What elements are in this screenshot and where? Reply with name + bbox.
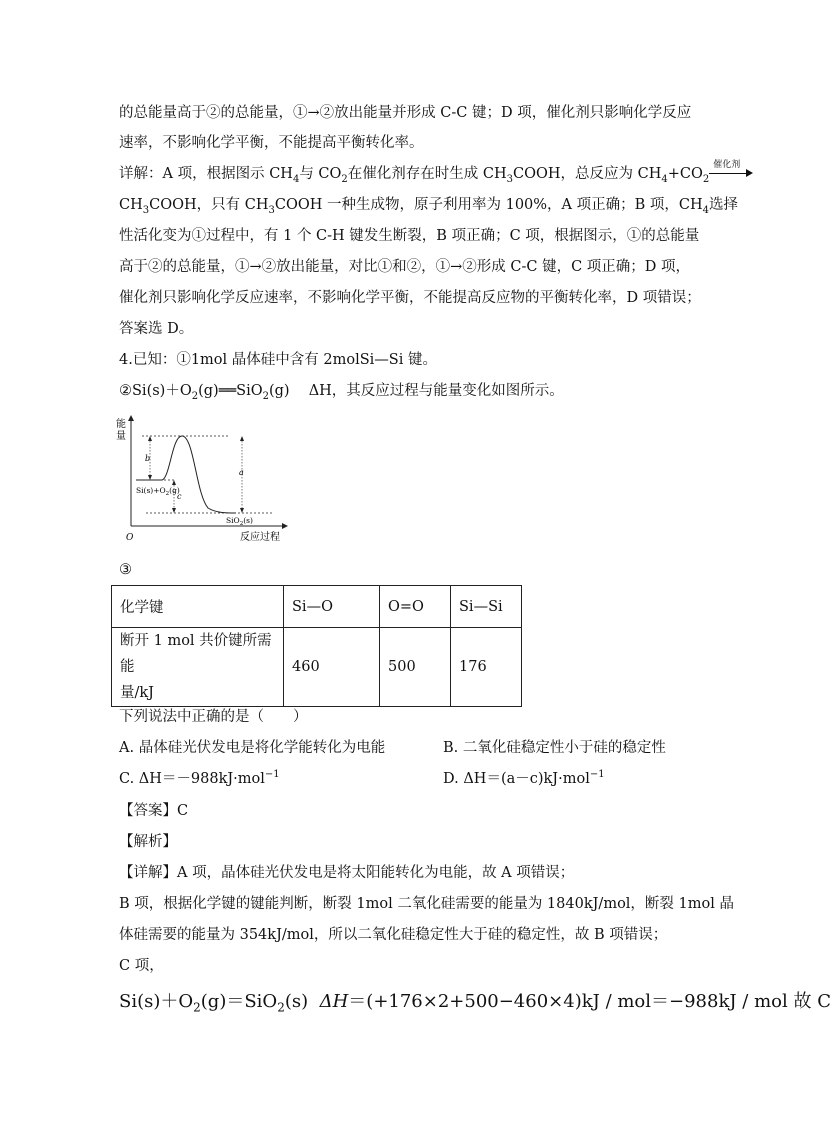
text-line: $CH_3COOH$，只有 $CH_3COOH$ 一种生成物，原子利用率为 100%，A 项正确；B 项，$CH_4$选择 [119,197,739,216]
table-row-label: 断开 1 mol 共价键所需能 量/kJ [112,628,284,707]
reactants-label: $Si(s)+O_2(g)$ [136,486,180,497]
reaction-equation: $②Si(s)+O_2(g)══SiO_2(g)$ ΔH，其反应过程与能量变化如图所示。 [119,383,564,402]
product-label: SiO$_2$(s) [226,516,253,527]
text-line: 体硅需要的能量为 354kJ/mol，所以二氧化硅稳定性大于硅的稳定性，故 B 项错误； [119,927,668,943]
label-a: a [239,468,244,477]
x-axis-label: 反应过程 [240,532,280,543]
table-cell: 176 [451,628,522,707]
calculation-formula: $Si(s)+O_2(g)=SiO_2(s)$ ΔH＝(+176×2+500−460×4)kJ / mol＝−988kJ / mol 故 C [119,991,831,1015]
energy-curve [136,436,236,513]
text-line: 详解：A 项，根据图示 $CH_4$与 $CO_2$在催化剂存在时生成 $CH_3COOH$，总反应为 $CH_4+CO_2$ 催化剂 [119,164,699,184]
text-line: 的总能量高于②的总能量，①→②放出能量并形成 C-C 键；D 项，催化剂只影响化学反应 [119,105,692,121]
text-line: 速率，不影响化学平衡，不能提高平衡转化率。 [119,135,424,151]
question-prompt: 下列说法中正确的是（ ） [119,709,308,725]
text-line: 答案选 D。 [119,321,194,337]
text-line: 高于②的总能量，①→②放出能量，对比①和②，①→②形成 C-C 键，C 项正确；D 项， [119,259,691,275]
y-axis-arrow [128,415,134,421]
text-line: C 项， [119,958,164,974]
table-cell: 460 [284,628,380,707]
answer: 【答案】C [119,803,189,819]
table-header: Si—Si [451,586,522,628]
catalyst-arrow: 催化剂 [709,165,753,179]
y-label-2: 量 [116,431,126,442]
option-d[interactable]: D. ΔH＝(a－c)kJ·mol$^{-1}$ [443,769,605,787]
energy-diagram [112,414,292,546]
question-stem: 4.已知：①1mol 晶体硅中含有 2molSi—Si 键。 [119,352,437,368]
label-b: b [145,454,151,463]
table-header: O=O [380,586,451,628]
table-cell: 500 [380,628,451,707]
table-header: Si—O [284,586,380,628]
label-c: c [177,492,182,501]
text-line: 性活化变为①过程中，有 1 个 C-H 键发生断裂，B 项正确；C 项，根据图示，①的总能量 [119,228,700,244]
text-line: B 项，根据化学键的键能判断，断裂 1mol 二氧化硅需要的能量为 1840kJ/mol，断裂 1mol 晶 [119,896,734,912]
x-axis-arrow [282,523,288,529]
text-line: 【详解】A 项，晶体硅光伏发电是将太阳能转化为电能，故 A 项错误； [119,865,575,881]
option-a[interactable]: A. 晶体硅光伏发电是将化学能转化为电能 [119,740,386,756]
origin-label: O [126,533,134,543]
table-header: 化学键 [112,586,284,628]
option-b[interactable]: B. 二氧化硅稳定性小于硅的稳定性 [443,740,666,756]
y-label-1: 能 [116,419,126,430]
item-marker: ③ [119,562,132,578]
text-line: 催化剂只影响化学反应速率，不影响化学平衡，不能提高反应物的平衡转化率，D 项错误； [119,290,701,306]
option-c[interactable]: C. ΔH＝－988kJ·mol$^{-1}$ [119,769,280,787]
analysis-heading: 【解析】 [119,834,177,850]
bond-energy-table [111,585,522,707]
